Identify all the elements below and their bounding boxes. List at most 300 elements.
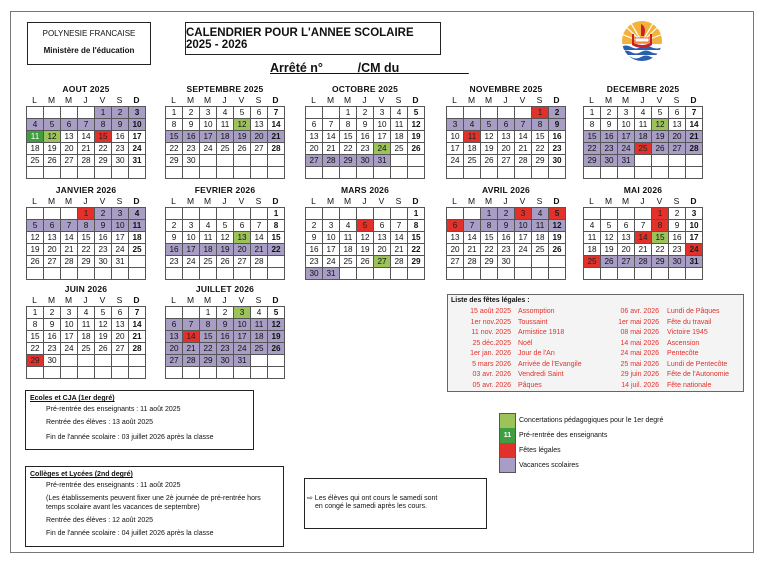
day-cell: 13: [498, 131, 515, 143]
day-cell: 13: [166, 331, 183, 343]
empty-day-cell: [217, 155, 234, 167]
day-cell: 4: [532, 208, 549, 220]
weekday-label: L: [171, 295, 176, 305]
empty-day-cell: [584, 208, 601, 220]
day-cell: 22: [95, 143, 112, 155]
day-cell: 15: [268, 232, 285, 244]
weekday-label: D: [412, 95, 419, 105]
day-cell: 14: [635, 232, 652, 244]
legend-swatch-vacances: [499, 458, 516, 473]
day-cell: 14: [251, 232, 268, 244]
day-cell: 10: [183, 232, 200, 244]
empty-day-cell: [391, 268, 408, 280]
weekday-label: J: [640, 196, 645, 206]
empty-day-cell: [357, 208, 374, 220]
day-cell: 26: [408, 143, 425, 155]
weekday-label: L: [311, 196, 316, 206]
day-cell: 15: [584, 131, 601, 143]
saturday-note-line1: ⇨ Les élèves qui ont cours le samedi sont: [307, 495, 438, 502]
day-cell: 21: [464, 244, 481, 256]
day-cell: 15: [652, 232, 669, 244]
day-cell: 4: [464, 119, 481, 131]
holiday-row: [448, 370, 743, 381]
day-cell: 19: [357, 244, 374, 256]
weekday-label: S: [673, 95, 680, 105]
day-cell: 14: [61, 232, 78, 244]
day-cell: 17: [447, 143, 464, 155]
empty-day-cell: [234, 268, 251, 280]
day-cell: 31: [129, 155, 146, 167]
day-cell: 1: [652, 208, 669, 220]
day-cell: 21: [323, 143, 340, 155]
empty-day-cell: [464, 107, 481, 119]
empty-day-cell: [374, 208, 391, 220]
day-cell: 11: [217, 119, 234, 131]
day-cell: 2: [498, 208, 515, 220]
day-cell: 12: [95, 319, 112, 331]
day-cell: 7: [323, 119, 340, 131]
day-cell: 8: [95, 119, 112, 131]
day-cell: 31: [686, 256, 703, 268]
weekday-label: J: [83, 295, 88, 305]
polynesie-logo-icon: [621, 20, 663, 62]
day-cell: 20: [166, 343, 183, 355]
day-cell: 3: [129, 107, 146, 119]
day-cell: 18: [217, 131, 234, 143]
day-cell: 15: [340, 131, 357, 143]
legend-label: Concertations pédagogiques pour le 1er degré: [519, 417, 664, 424]
empty-day-cell: [268, 155, 285, 167]
day-cell: 28: [391, 256, 408, 268]
empty-day-cell: [515, 268, 532, 280]
day-cell: 25: [251, 343, 268, 355]
day-cell: 12: [408, 119, 425, 131]
day-cell: 18: [464, 143, 481, 155]
day-cell: 19: [268, 331, 285, 343]
holiday-name: Noël: [518, 339, 533, 347]
empty-day-cell: [498, 268, 515, 280]
day-cell: 27: [618, 256, 635, 268]
holiday-date: 1er mai 2026: [618, 318, 659, 326]
day-cell: 6: [234, 220, 251, 232]
empty-day-cell: [532, 256, 549, 268]
empty-day-cell: [268, 268, 285, 280]
day-cell: 22: [268, 244, 285, 256]
day-cell: 11: [391, 119, 408, 131]
weekday-label: J: [503, 196, 508, 206]
weekday-label: M: [343, 196, 352, 206]
empty-day-cell: [183, 208, 200, 220]
day-cell: 16: [306, 244, 323, 256]
day-cell: 2: [549, 107, 566, 119]
weekday-label: L: [32, 295, 37, 305]
day-cell: 31: [323, 268, 340, 280]
empty-day-cell: [618, 167, 635, 179]
month-calendar: [305, 184, 425, 280]
day-cell: 3: [323, 220, 340, 232]
holiday-date: 1er nov.2025: [470, 318, 511, 326]
month-title: OCTOBRE 2025: [331, 84, 399, 94]
day-cell: 14: [464, 232, 481, 244]
empty-day-cell: [635, 155, 652, 167]
empty-day-cell: [27, 107, 44, 119]
day-cell: 15: [166, 131, 183, 143]
day-cell: 7: [268, 107, 285, 119]
day-cell: 19: [95, 331, 112, 343]
day-cell: 5: [408, 107, 425, 119]
day-cell: 22: [652, 244, 669, 256]
holiday-name: Toussaint: [518, 318, 548, 326]
day-cell: 6: [447, 220, 464, 232]
day-cell: 29: [584, 155, 601, 167]
empty-day-cell: [447, 208, 464, 220]
day-cell: 12: [601, 232, 618, 244]
day-cell: 31: [618, 155, 635, 167]
weekday-label: L: [589, 95, 594, 105]
day-cell: 13: [306, 131, 323, 143]
day-cell: 4: [129, 208, 146, 220]
empty-day-cell: [584, 167, 601, 179]
day-cell: 23: [357, 143, 374, 155]
day-cell: 22: [78, 244, 95, 256]
day-cell: 8: [652, 220, 669, 232]
holiday-name: Arrivée de l'Evangile: [518, 360, 582, 368]
day-cell: 2: [669, 208, 686, 220]
day-cell: 2: [601, 107, 618, 119]
weekday-label: S: [116, 196, 123, 206]
holiday-row: [448, 328, 743, 339]
day-cell: 3: [447, 119, 464, 131]
holiday-row: [448, 307, 743, 318]
empty-day-cell: [95, 167, 112, 179]
empty-day-cell: [27, 268, 44, 280]
weekday-label: D: [690, 95, 697, 105]
page-title: CALENDRIER POUR L'ANNEE SCOLAIRE 2025 - 2026: [185, 22, 441, 55]
weekday-label: L: [311, 95, 316, 105]
day-cell: 1: [268, 208, 285, 220]
month-title: JANVIER 2026: [55, 185, 117, 195]
holiday-name: Lundi de Pâques: [667, 308, 720, 315]
day-cell: 24: [515, 244, 532, 256]
day-cell: 27: [447, 256, 464, 268]
day-cell: 14: [129, 319, 146, 331]
holiday-row: [448, 339, 743, 350]
day-cell: 22: [27, 343, 44, 355]
day-cell: 5: [27, 220, 44, 232]
day-cell: 28: [183, 355, 200, 367]
empty-day-cell: [234, 208, 251, 220]
day-cell: 31: [112, 256, 129, 268]
empty-day-cell: [200, 155, 217, 167]
day-cell: 20: [251, 131, 268, 143]
month-grid: [446, 106, 566, 179]
day-cell: 12: [217, 232, 234, 244]
day-cell: 6: [166, 319, 183, 331]
day-cell: 5: [95, 307, 112, 319]
weekday-label: D: [553, 95, 560, 105]
holiday-name: Pâques: [518, 381, 542, 389]
day-cell: 10: [447, 131, 464, 143]
empty-day-cell: [217, 208, 234, 220]
day-cell: 21: [635, 244, 652, 256]
empty-day-cell: [481, 107, 498, 119]
day-cell: 1: [481, 208, 498, 220]
legend-swatch-concertations: [499, 413, 516, 429]
empty-day-cell: [408, 268, 425, 280]
public-holidays-list: [447, 294, 744, 392]
day-cell: 24: [323, 256, 340, 268]
day-cell: 4: [584, 220, 601, 232]
weekday-label: L: [452, 95, 457, 105]
weekday-label: S: [395, 196, 402, 206]
day-cell: 21: [268, 131, 285, 143]
day-cell: 6: [44, 220, 61, 232]
weekday-label: D: [690, 196, 697, 206]
legend-item-concertations: [499, 413, 663, 428]
day-cell: 22: [532, 143, 549, 155]
day-cell: 9: [498, 220, 515, 232]
day-cell: 16: [601, 131, 618, 143]
day-cell: 9: [549, 119, 566, 131]
empty-day-cell: [78, 355, 95, 367]
day-cell: 26: [95, 343, 112, 355]
weekday-label: D: [412, 196, 419, 206]
empty-day-cell: [78, 367, 95, 379]
day-cell: 3: [200, 107, 217, 119]
day-cell: 18: [78, 331, 95, 343]
secondary-fin: Fin de l'année scolaire : 04 juillet 2026 après la classe: [46, 530, 214, 537]
day-cell: 1: [27, 307, 44, 319]
holiday-date: 11 nov. 2025: [471, 329, 511, 336]
empty-day-cell: [532, 268, 549, 280]
holiday-name: Jour de l'An: [518, 350, 555, 357]
month-calendar: [26, 83, 146, 179]
empty-day-cell: [306, 107, 323, 119]
month-title: MAI 2026: [623, 185, 663, 195]
day-cell: 22: [584, 143, 601, 155]
day-cell: 23: [95, 244, 112, 256]
day-cell: 29: [27, 355, 44, 367]
day-cell: 21: [61, 244, 78, 256]
day-cell: 26: [601, 256, 618, 268]
empty-day-cell: [357, 167, 374, 179]
day-cell: 9: [166, 232, 183, 244]
month-grid: [26, 306, 146, 379]
day-cell: 22: [481, 244, 498, 256]
day-cell: 25: [464, 155, 481, 167]
day-cell: 20: [44, 244, 61, 256]
day-cell: 2: [217, 307, 234, 319]
day-cell: 14: [686, 119, 703, 131]
day-cell: 11: [532, 220, 549, 232]
day-cell: 13: [374, 232, 391, 244]
month-calendar: [26, 184, 146, 280]
legend-item-fetes: [499, 443, 663, 458]
day-cell: 23: [549, 143, 566, 155]
day-cell: 18: [532, 232, 549, 244]
day-cell: 29: [166, 155, 183, 167]
empty-day-cell: [618, 268, 635, 280]
empty-day-cell: [584, 268, 601, 280]
day-cell: 21: [251, 244, 268, 256]
day-cell: 9: [601, 119, 618, 131]
day-cell: 3: [61, 307, 78, 319]
day-cell: 5: [268, 307, 285, 319]
empty-day-cell: [129, 167, 146, 179]
weekday-label: M: [64, 196, 73, 206]
day-cell: 16: [95, 232, 112, 244]
day-cell: 17: [374, 131, 391, 143]
empty-day-cell: [95, 268, 112, 280]
empty-day-cell: [200, 367, 217, 379]
empty-day-cell: [61, 107, 78, 119]
weekday-label: M: [604, 95, 613, 105]
weekday-label: M: [64, 95, 73, 105]
empty-day-cell: [129, 367, 146, 379]
day-cell: 28: [635, 256, 652, 268]
day-cell: 23: [166, 256, 183, 268]
empty-day-cell: [447, 167, 464, 179]
weekday-label: J: [362, 196, 367, 206]
empty-day-cell: [340, 167, 357, 179]
day-cell: 12: [27, 232, 44, 244]
day-cell: 30: [498, 256, 515, 268]
empty-day-cell: [323, 107, 340, 119]
weekday-label: V: [656, 95, 663, 105]
day-cell: 28: [464, 256, 481, 268]
empty-day-cell: [44, 208, 61, 220]
day-cell: 27: [166, 355, 183, 367]
weekday-label: M: [47, 295, 56, 305]
empty-day-cell: [652, 167, 669, 179]
day-cell: 24: [618, 143, 635, 155]
empty-day-cell: [652, 155, 669, 167]
day-cell: 29: [408, 256, 425, 268]
empty-day-cell: [27, 167, 44, 179]
day-cell: 1: [584, 107, 601, 119]
day-cell: 10: [112, 220, 129, 232]
arrete-reference: Arrêté n° /CM du: [270, 61, 469, 75]
month-title: MARS 2026: [340, 185, 390, 195]
day-cell: 12: [234, 119, 251, 131]
day-cell: 30: [306, 268, 323, 280]
day-cell: 6: [618, 220, 635, 232]
day-cell: 13: [618, 232, 635, 244]
month-grid: [26, 106, 146, 179]
day-cell: 2: [95, 208, 112, 220]
day-cell: 8: [78, 220, 95, 232]
empty-day-cell: [44, 268, 61, 280]
day-cell: 30: [549, 155, 566, 167]
secondary-rentree: Rentrée des élèves : 12 août 2025: [46, 517, 154, 524]
saturday-note-box: [304, 478, 487, 529]
weekday-label: M: [484, 95, 493, 105]
month-title: JUIN 2026: [64, 284, 108, 294]
day-cell: 24: [200, 143, 217, 155]
day-cell: 25: [635, 143, 652, 155]
day-cell: 11: [464, 131, 481, 143]
empty-day-cell: [78, 107, 95, 119]
day-cell: 27: [61, 155, 78, 167]
weekday-label: M: [467, 95, 476, 105]
day-cell: 4: [200, 220, 217, 232]
empty-day-cell: [549, 256, 566, 268]
day-cell: 12: [652, 119, 669, 131]
day-cell: 6: [374, 220, 391, 232]
day-cell: 7: [78, 119, 95, 131]
day-cell: 20: [618, 244, 635, 256]
weekday-label: M: [186, 196, 195, 206]
day-cell: 4: [27, 119, 44, 131]
day-cell: 16: [112, 131, 129, 143]
day-cell: 23: [498, 244, 515, 256]
day-cell: 23: [183, 143, 200, 155]
weekday-label: M: [621, 196, 630, 206]
empty-day-cell: [601, 167, 618, 179]
day-cell: 11: [340, 232, 357, 244]
weekday-label: D: [272, 295, 279, 305]
empty-day-cell: [498, 107, 515, 119]
empty-day-cell: [44, 367, 61, 379]
weekday-label: M: [47, 196, 56, 206]
day-cell: 29: [481, 256, 498, 268]
day-cell: 9: [112, 119, 129, 131]
public-holidays-title: Liste des fêtes légales :: [451, 297, 530, 304]
empty-day-cell: [183, 367, 200, 379]
day-cell: 5: [357, 220, 374, 232]
empty-day-cell: [323, 208, 340, 220]
empty-day-cell: [217, 268, 234, 280]
empty-day-cell: [515, 107, 532, 119]
weekday-label: M: [326, 196, 335, 206]
day-cell: 24: [112, 244, 129, 256]
weekday-label: V: [656, 196, 663, 206]
weekday-label: M: [186, 295, 195, 305]
holiday-date: 08 mai 2026: [620, 329, 659, 336]
day-cell: 25: [200, 256, 217, 268]
day-cell: 14: [391, 232, 408, 244]
day-cell: 18: [391, 131, 408, 143]
day-cell: 7: [251, 220, 268, 232]
weekday-label: V: [519, 95, 526, 105]
month-title: AVRIL 2026: [482, 185, 530, 195]
month-grid: [446, 207, 566, 280]
day-cell: 22: [166, 143, 183, 155]
empty-day-cell: [166, 367, 183, 379]
holiday-date: 15 août 2025: [470, 308, 511, 315]
empty-day-cell: [183, 307, 200, 319]
primary-schools-box: [25, 390, 254, 450]
empty-day-cell: [251, 355, 268, 367]
day-cell: 30: [112, 155, 129, 167]
empty-day-cell: [464, 167, 481, 179]
day-cell: 7: [464, 220, 481, 232]
primary-rentree: Rentrée des élèves : 13 août 2025: [46, 419, 154, 426]
weekday-label: L: [171, 196, 176, 206]
empty-day-cell: [391, 208, 408, 220]
day-cell: 7: [391, 220, 408, 232]
empty-day-cell: [686, 268, 703, 280]
weekday-label: M: [604, 196, 613, 206]
day-cell: 18: [584, 244, 601, 256]
empty-day-cell: [95, 367, 112, 379]
empty-day-cell: [44, 167, 61, 179]
day-cell: 13: [112, 319, 129, 331]
empty-day-cell: [44, 107, 61, 119]
primary-pre-rentree: Pré-rentrée des enseignants : 11 août 2025: [46, 406, 181, 413]
day-cell: 2: [166, 220, 183, 232]
weekday-label: S: [536, 196, 543, 206]
